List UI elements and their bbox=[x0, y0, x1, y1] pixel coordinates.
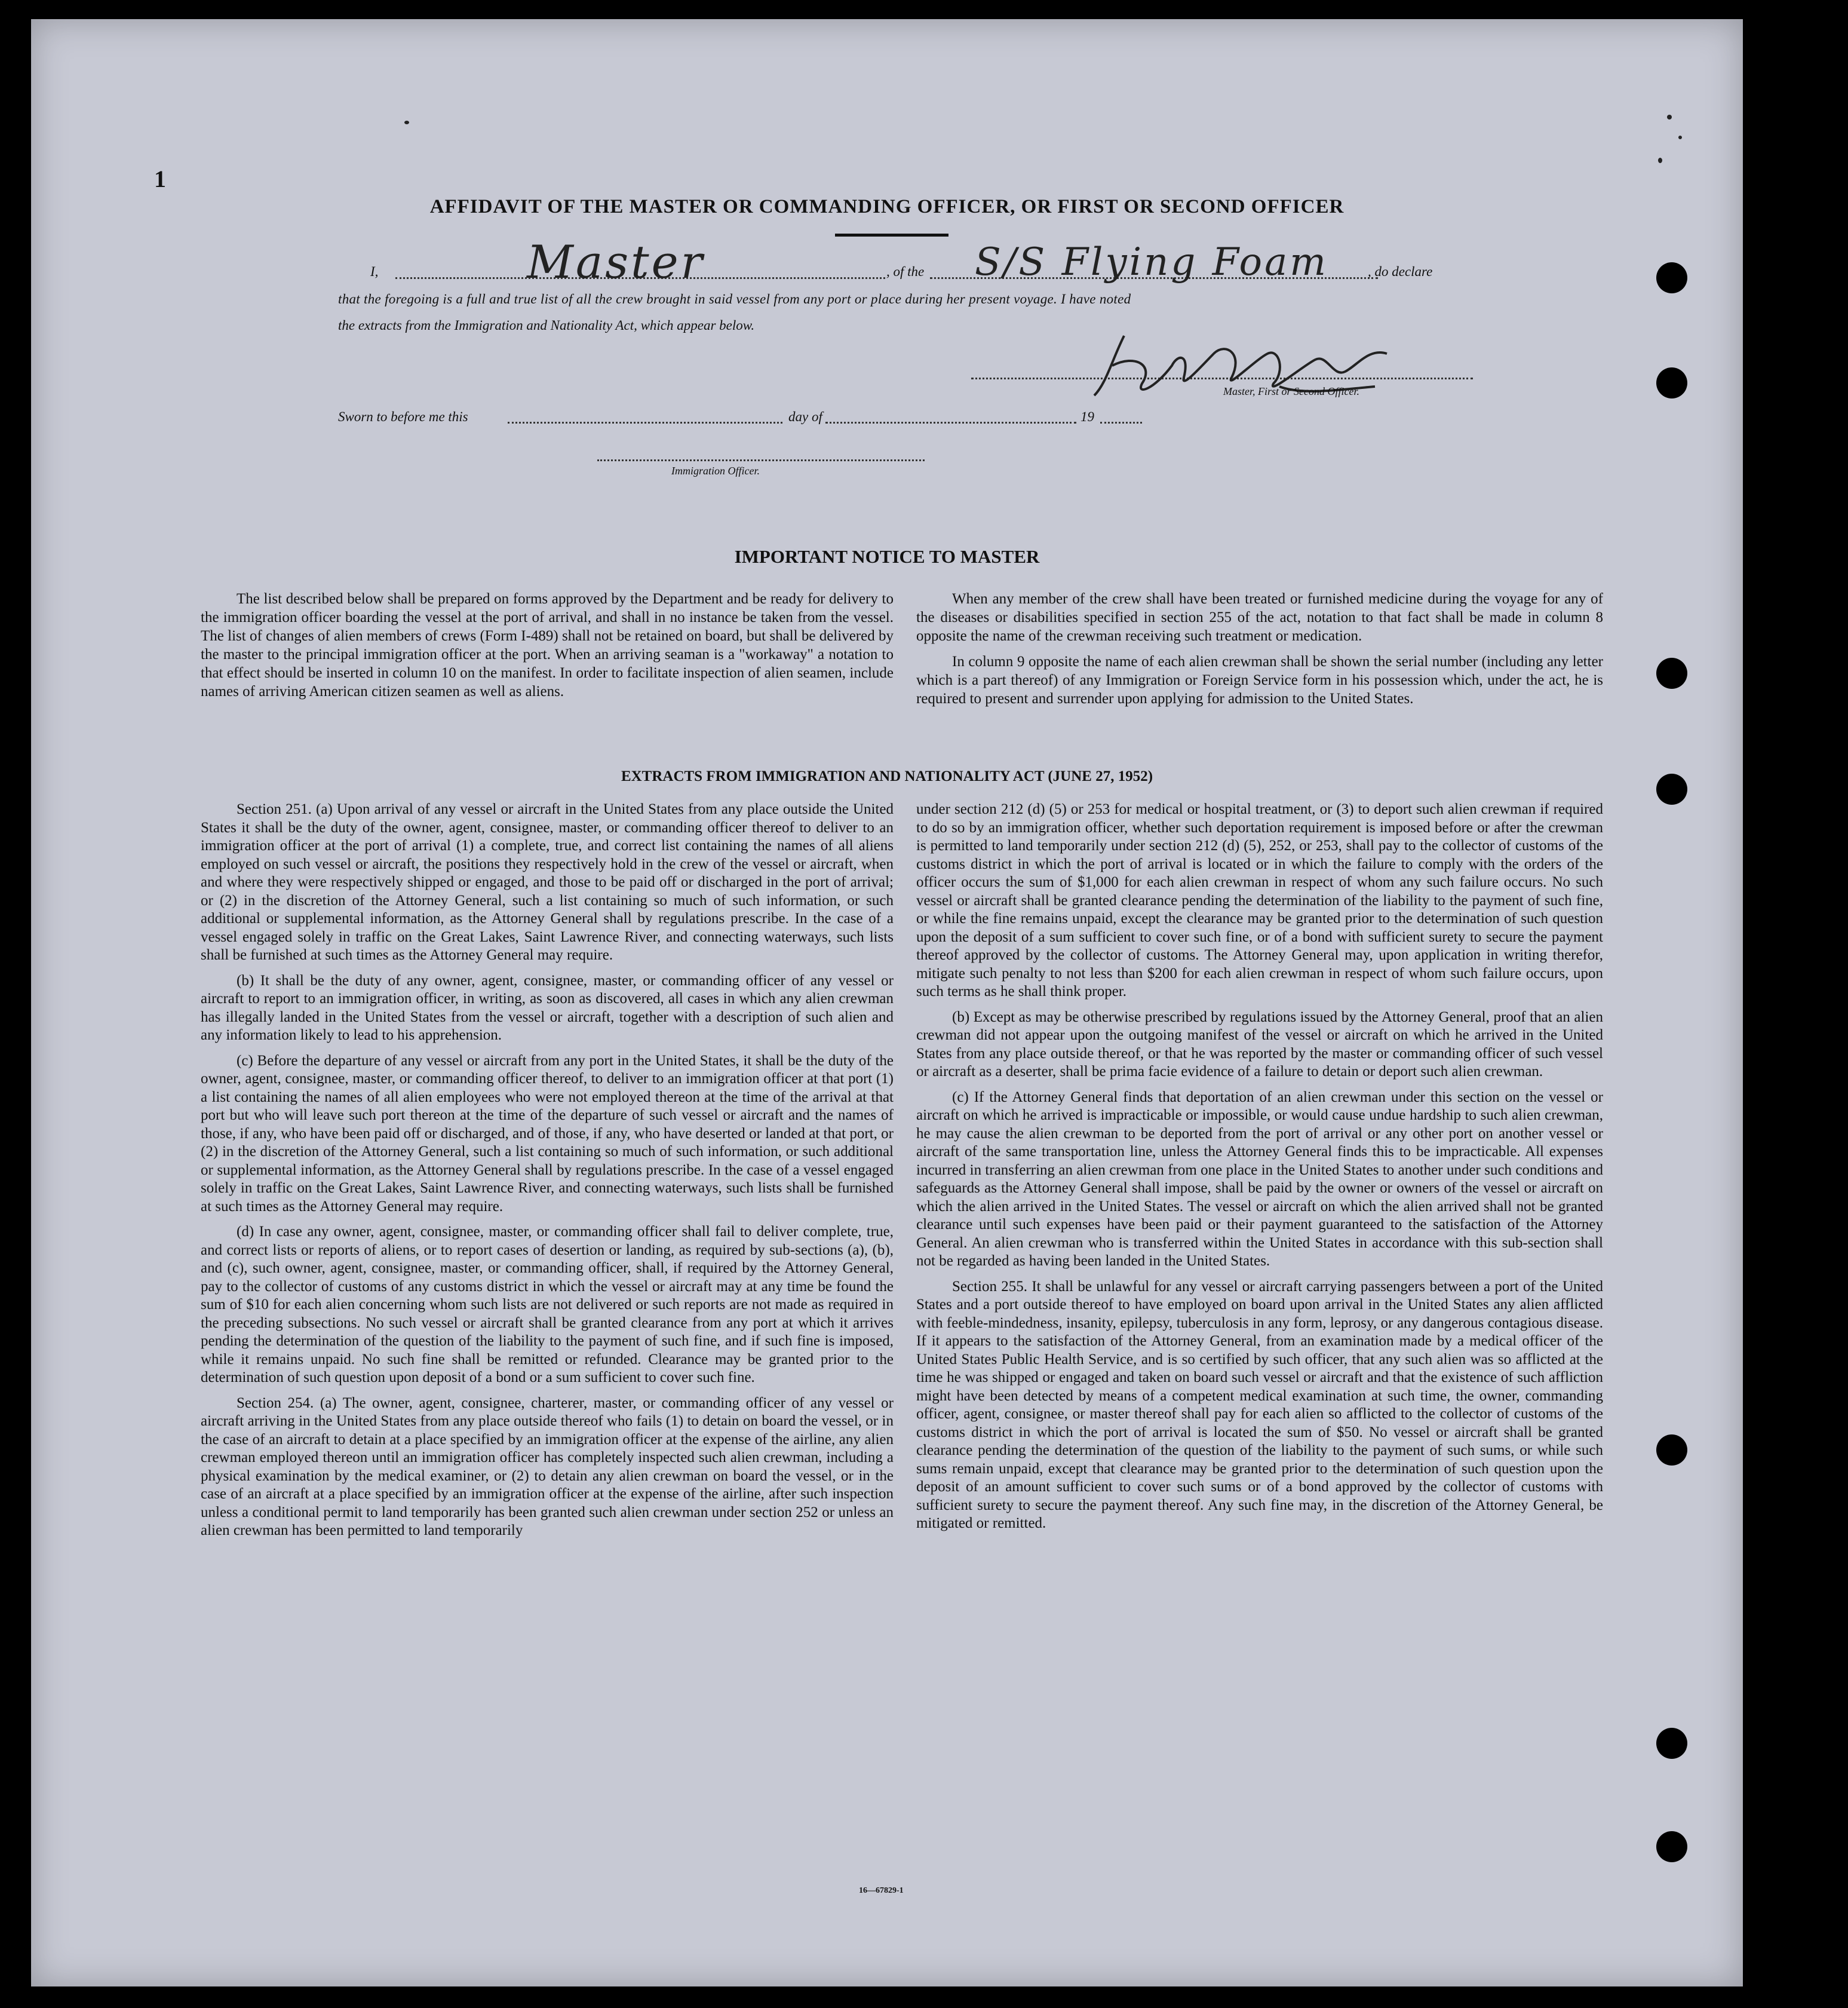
speck bbox=[1667, 115, 1672, 119]
extract-paragraph: (c) If the Attorney General finds that deportation of an alien crewman under this section on the vessel or aircraft on which he arrived is impracticable or impossible, or would cause undue hardship to such alien crewman, he may cause the alien crewman to be deported from the port of arrival or any other port on another vessel or aircraft of the same transportation line, unless the Attorney General finds this to be impracticable. All expenses incurred in transferring an alien crewman from one place in the United States to another under such conditions and safeguards as the Attorney General shall impose, shall be paid by the owner or owners of the vessel or aircraft on which the alien arrived in the United States. The vessel or aircraft on which the alien arrived shall not be granted clearance until such expenses have been paid or their payment guaranteed to the satisfaction of the Attorney General. An alien crewman who is transferred within the United States in accordance with this sub-section shall not be regarded as having been landed in the United States. bbox=[916, 1089, 1603, 1269]
signature-caption: Master, First or Second Officer. bbox=[1223, 385, 1359, 397]
extract-paragraph: Section 254. (a) The owner, agent, consignee, charterer, master, or commanding officer of any vessel or aircraft arriving in the United States from any place outside thereof who fails (1) to detain on board the vessel, or in the case of an aircraft to detain at a place specified by an immigration officer at the expense of the airline, any alien crewman employed thereon until an immigration officer has completely inspected such alien crewman, including a physical examination by the medical examiner, or (2) to detain any alien crewman on board the vessel, or in the case of an aircraft at a place specified by an immigration officer at the expense of the airline, after such inspection unless a conditional permit to land temporarily has been granted such alien crewman under section 252 or unless an alien crewman has been permitted to land temporarily bbox=[201, 1394, 894, 1538]
year-label: 19 bbox=[1080, 409, 1094, 424]
notice-right-column bbox=[916, 590, 1603, 715]
extract-paragraph: (b) It shall be the duty of any owner, agent, consignee, master, or commanding officer of any vessel or aircraft to report to an immigration officer, in writing, as soon as discovered, all cases in which any alien crewman has illegally landed in the United States from the vessel or aircraft, together with a description of such alien and any information likely to lead to his apprehension. bbox=[201, 972, 894, 1043]
affidavit-line-2: that the foregoing is a full and true list of all the crew brought in said vessel from any port or place during her present voyage. I have noted bbox=[338, 292, 1131, 306]
punch-hole bbox=[1656, 658, 1687, 689]
form-number: 16—67829-1 bbox=[859, 1886, 904, 1895]
day-of-label: day of bbox=[788, 409, 822, 424]
name-handwritten: Master bbox=[527, 235, 705, 289]
notice-paragraph: When any member of the crew shall have been treated or furnished medicine during the voyage for any of the diseases or disabilities specified in section 255 of the act, notation to that fact shall be made in column 8 opposite the name of the crewman receiving such treatment or medication. bbox=[916, 591, 1603, 644]
punch-hole bbox=[1656, 1434, 1687, 1466]
extracts-left-column bbox=[201, 801, 894, 1547]
i-label: I, bbox=[370, 264, 379, 279]
speck bbox=[404, 121, 409, 124]
sworn-label: Sworn to before me this bbox=[338, 409, 468, 424]
affidavit-line-3: the extracts from the Immigration and Nationality Act, which appear below. bbox=[338, 318, 755, 333]
year-line bbox=[1100, 422, 1142, 424]
punch-hole bbox=[1656, 1728, 1687, 1759]
of-the-label: , of the bbox=[886, 264, 925, 279]
title-rule bbox=[835, 234, 948, 237]
vessel-handwritten: S/S Flying Foam bbox=[975, 240, 1328, 284]
extracts-right-column bbox=[916, 801, 1603, 1540]
notice-left-column bbox=[201, 590, 894, 708]
affidavit-title: AFFIDAVIT OF THE MASTER OR COMMANDING OFFICER, OR FIRST OR SECOND OFFICER bbox=[429, 196, 1344, 217]
extract-paragraph: Section 251. (a) Upon arrival of any vessel or aircraft in the United States from any place outside the United States it shall be the duty of the owner, agent, consignee, master, or commanding officer thereof to deliver to an immigration officer at the port of arrival (1) a complete, true, and correct list containing the names of all aliens employed on such vessel or aircraft, the positions they respectively hold in the crew of the vessel or aircraft, when and where they were respectively shipped or engaged, and those to be paid off or discharged in the port of arrival; or (2) in the discretion of the Attorney General, such a list containing so much of such information, or such additional or supplemental information, as the Attorney General shall by regulations prescribe. In the case of a vessel engaged solely in traffic on the Great Lakes, Saint Lawrence River, and connecting waterways, such lists shall be furnished at such times as the Attorney General may require. bbox=[201, 801, 894, 963]
speck bbox=[1658, 158, 1662, 163]
extracts-title: EXTRACTS FROM IMMIGRATION AND NATIONALITY ACT (JUNE 27, 1952) bbox=[621, 768, 1153, 784]
notice-title: IMPORTANT NOTICE TO MASTER bbox=[734, 546, 1040, 567]
punch-hole bbox=[1656, 262, 1687, 293]
form-sheet bbox=[31, 19, 1743, 1986]
month-line bbox=[825, 422, 1076, 424]
do-declare-label: , do declare bbox=[1368, 264, 1433, 279]
punch-hole bbox=[1656, 1831, 1687, 1862]
speck bbox=[1678, 136, 1682, 139]
notice-paragraph: In column 9 opposite the name of each alien crewman shall be shown the serial number (including any letter which is a part thereof) of any Immigration or Foreign Service form in his possession which, under the act, he is required to present and surrender upon applying for admission to the United States. bbox=[916, 654, 1603, 707]
notice-paragraph: The list described below shall be prepared on forms approved by the Department and be ready for delivery to the immigration officer boarding the vessel at the port of arrival, and shall in no instance be taken from the vessel. The list of changes of alien members of crews (Form I-489) shall not be retained on board, but shall be delivered by the master to the principal immigration officer at the port. When an arriving seaman is a "workaway" a notation to that effect should be inserted in column 10 on the manifest. In order to facilitate inspection of alien seamen, include names of arriving American citizen seamen as well as aliens. bbox=[201, 591, 894, 700]
sworn-date-line bbox=[508, 422, 782, 424]
immigration-officer-label: Immigration Officer. bbox=[671, 465, 760, 477]
extract-paragraph: under section 212 (d) (5) or 253 for medical or hospital treatment, or (3) to deport such alien crewman if required to do so by an immigration officer, whether such deportation requirement is imposed before or after the crewman is permitted to land temporarily under section 212 (d) (5), 252, or 253, shall pay to the collector of customs of the customs district in which the port of arrival is located or in which the failure to comply with the orders of the officer occurs the sum of $1,000 for each alien crewman in respect of whom any such failure occurs. No such vessel or aircraft shall be granted clearance pending the determination of the liability to the payment of such fine, or while the fine remains unpaid, except the clearance may be granted prior to the determination of such question upon the deposit of a sum sufficient to cover such fine, or of a bond with sufficient surety to secure the payment thereof approved by the collector of customs. The Attorney General may, upon application in writing therefor, mitigate such penalty to not less than $200 for each alien crewman in respect of whom such failure occurs, upon such terms as he shall think proper. bbox=[916, 801, 1603, 1000]
corner-mark: 1 bbox=[154, 165, 166, 192]
officer-line bbox=[597, 459, 925, 461]
extract-paragraph: (d) In case any owner, agent, consignee, master, or commanding officer shall fail to deliver complete, true, and correct lists or reports of aliens, or to report cases of desertion or landing, as required by sub-sections (a), (b), and (c), such owner, agent, consignee, master, or commanding officer, shall, if required by the Attorney General, pay to the collector of customs of any customs district in which the vessel or aircraft may at any time be found the sum of $10 for each alien concerning whom such lists are not delivered or such reports are not made as required in the preceding subsections. No such vessel or aircraft shall be granted clearance from any port at which it arrives pending the determination of the question of the liability to the payment of such fine, and if such fine is imposed, while it remains unpaid. No such fine shall be remitted or refunded. Clearance may be granted prior to the determination of such question upon deposit of a bond or a sum sufficient to cover such fine. bbox=[201, 1224, 894, 1385]
punch-hole bbox=[1656, 367, 1687, 398]
extract-paragraph: (c) Before the departure of any vessel or aircraft from any port in the United States, it shall be the duty of the owner, agent, consignee, master, or commanding officer thereof, to deliver to an immigration officer at that port (1) a list containing the names of all alien employees who were not employed thereon at the time of the arrival at that port but who will leave such port thereon at the time of the departure of such vessel or aircraft and the names of those, if any, who have been paid off or discharged, and of those, if any, who have deserted or landed at that port, or (2) in the discretion of the Attorney General, such a list containing so much of such information, or such additional or supplemental information, as the Attorney General shall by regulations prescribe. In the case of a vessel engaged solely in traffic on the Great Lakes, Saint Lawrence River, and connecting waterways, such lists shall be furnished at such times as the Attorney General may require. bbox=[201, 1052, 894, 1215]
extract-paragraph: Section 255. It shall be unlawful for any vessel or aircraft carrying passengers between a port of the United States and a port outside thereof to have employed on board upon arrival in the United States any alien afflicted with feeble-mindedness, insanity, epilepsy, tuberculosis in any form, leprosy, or any dangerous contagious disease. If it appears to the satisfaction of the Attorney General, from an examination made by a medical officer of the United States Public Health Service, and is so certified by such officer, that any such alien was so afflicted at the time he was shipped or engaged and taken on board such vessel or aircraft and that the existence of such affliction might have been detected by means of a competent medical examination at such time, the owner, commanding officer, agent, consignee, or master thereof shall pay for each alien so afflicted to the collector of customs of the customs district in which the port of arrival is located the sum of $50. No vessel or aircraft shall be granted clearance pending the determination of the question of the liability to the payment of such sums, or while such sums remain unpaid, except that clearance may be granted prior to the determination of such question upon the deposit of an amount sufficient to cover such sums or of a bond approved by the collector of customs with sufficient surety to secure the payment thereof. Any such fine may, in the discretion of the Attorney General, be mitigated or remitted. bbox=[916, 1278, 1603, 1531]
extract-paragraph: (b) Except as may be otherwise prescribed by regulations issued by the Attorney General, proof that an alien crewman did not appear upon the outgoing manifest of the vessel or aircraft on which he arrived in the United States from any place outside thereof, or that he was reported by the master or commanding officer of such vessel or aircraft as a deserter, shall be prima facie evidence of a failure to detain or deport such alien crewman. bbox=[916, 1008, 1603, 1080]
